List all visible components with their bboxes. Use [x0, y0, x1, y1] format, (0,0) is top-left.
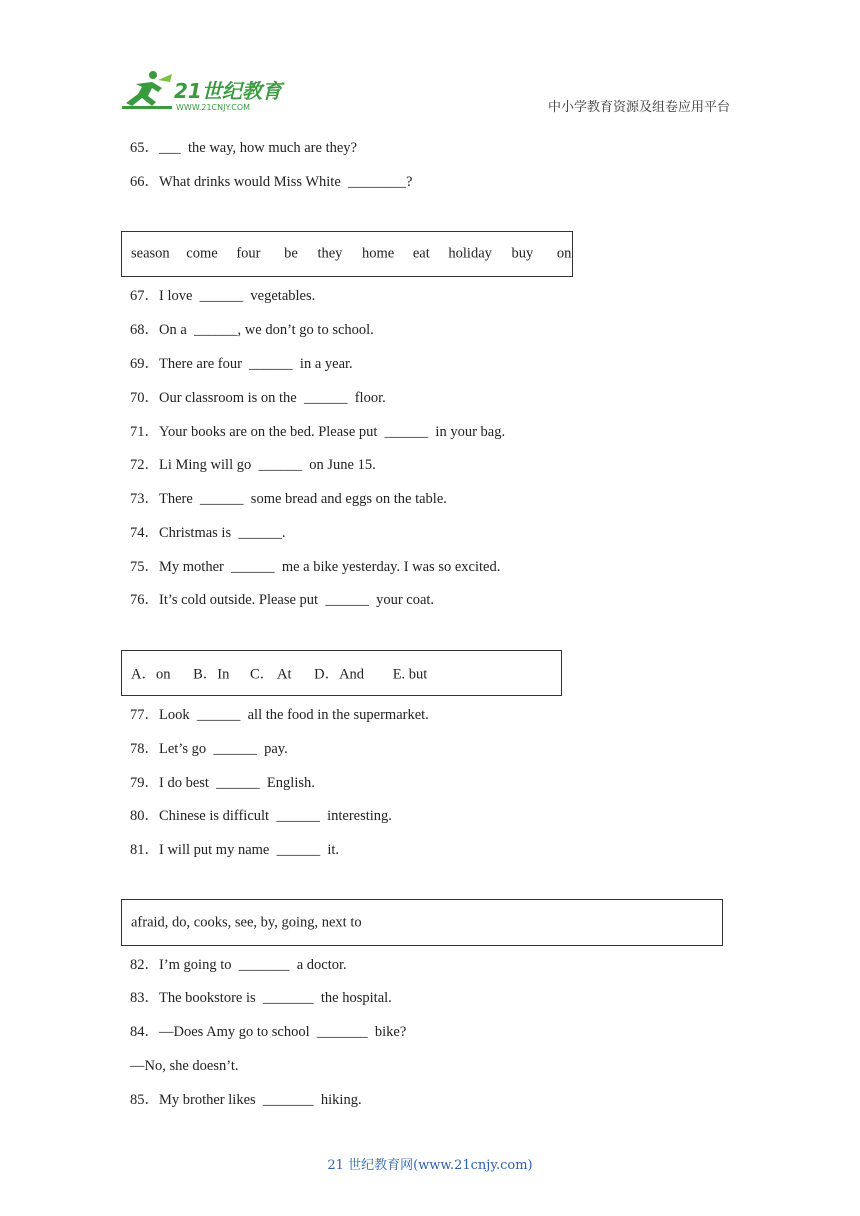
question-77: 77．Look ______ all the food in the supermarket.: [130, 707, 429, 723]
platform-name: 中小学教育资源及组卷应用平台: [548, 100, 731, 115]
question-82: 82．I’m going to _______ a doctor.: [130, 957, 347, 973]
word-bank-item: on: [556, 245, 572, 262]
word-bank-1: [121, 231, 573, 277]
site-logo: [122, 68, 292, 114]
question-69: 69．There are four ______ in a year.: [130, 356, 353, 372]
question-83: 83．The bookstore is _______ the hospital.: [130, 990, 392, 1006]
question-75: 75．My mother ______ me a bike yesterday. I was so excited.: [130, 559, 501, 575]
option-a: A．on: [131, 666, 171, 683]
question-79: 79．I do best ______ English.: [130, 775, 315, 791]
word-bank-item: they: [317, 245, 343, 262]
question-68: 68．On a ______, we don’t go to school.: [130, 322, 374, 338]
question-70: 70．Our classroom is on the ______ floor.: [130, 390, 386, 406]
question-76: 76．It’s cold outside. Please put ______ your coat.: [130, 592, 435, 608]
word-bank-2: [121, 899, 723, 946]
question-72: 72．Li Ming will go ______ on June 15.: [130, 457, 376, 473]
word-bank-item: four: [236, 245, 261, 262]
question-78: 78．Let’s go ______ pay.: [130, 741, 288, 757]
question-71: 71．Your books are on the bed. Please put ______ in your bag.: [130, 424, 506, 440]
footer-link[interactable]: 21 世纪教育网(www.21cnjy.com): [327, 1158, 533, 1173]
option-c: C． At: [249, 666, 292, 683]
question-81: 81．I will put my name ______ it.: [130, 842, 340, 858]
logo-text: 21世纪教育: [174, 79, 282, 103]
logo-url: WWW.21CNJY.COM: [176, 103, 251, 112]
word-bank-item: eat: [412, 245, 430, 262]
options-box: [121, 650, 562, 696]
question-80: 80．Chinese is difficult ______ interesting.: [130, 808, 392, 824]
question-74: 74．Christmas is ______.: [130, 525, 286, 541]
question-85: 85．My brother likes _______ hiking.: [130, 1092, 362, 1108]
question-65: 65．___ the way, how much are they?: [130, 140, 357, 156]
option-e: E. but: [392, 666, 428, 683]
question-66: 66．What drinks would Miss White ________?: [130, 174, 413, 190]
word-bank-item: come: [186, 245, 218, 262]
word-bank-2-text: afraid, do, cooks, see, by, going, next to: [131, 914, 362, 930]
question-84-answer: —No, she doesn’t.: [130, 1058, 239, 1074]
word-bank-item: season: [131, 245, 170, 262]
option-d: D．And: [314, 666, 365, 683]
question-67: 67．I love ______ vegetables.: [130, 288, 316, 304]
option-b: B．In: [193, 666, 230, 683]
word-bank-item: holiday: [448, 245, 492, 262]
question-84: 84．—Does Amy go to school _______ bike?: [130, 1024, 407, 1040]
word-bank-item: home: [362, 245, 395, 262]
word-bank-item: be: [284, 245, 298, 262]
question-73: 73．There ______ some bread and eggs on the table.: [130, 491, 447, 507]
word-bank-item: buy: [511, 245, 534, 262]
